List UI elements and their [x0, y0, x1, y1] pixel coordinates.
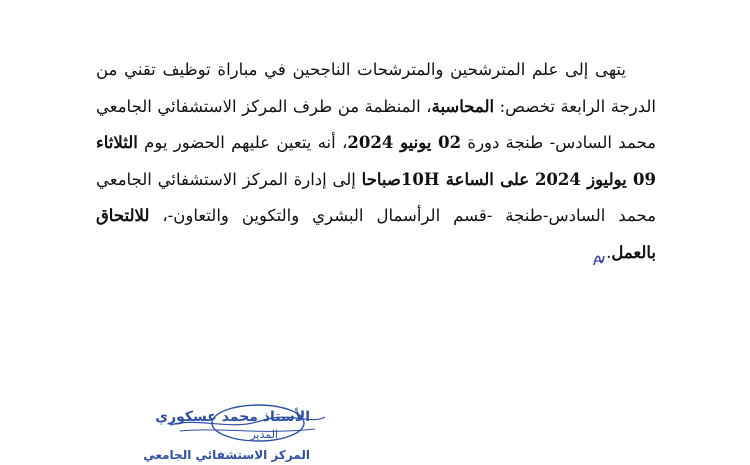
signature-stamp	[140, 395, 340, 465]
line5-end: .	[606, 242, 612, 262]
line4-suffix: إلى إدارة المركز الاستشفائي الجامعي محمد السادس-طنجة	[96, 169, 656, 225]
line2-suffix: ، المنظمة من طرف المركز الاستشفائي الجامعي محمد السادس-	[96, 96, 656, 152]
session-date: 02 يونيو 2024	[347, 133, 462, 152]
announcement-paragraph	[96, 52, 656, 271]
stamp-title: المدير	[250, 428, 278, 441]
line5-text: -قسم الرأسمال البشري والتكوين والتعاون-،	[149, 206, 493, 225]
join-work-text: للالتحاق بالعمل	[96, 206, 656, 262]
attendance-time: على الساعة 10Hصباحا	[361, 169, 530, 189]
line3-text: طنجة دورة	[461, 133, 544, 152]
stamp-name: الأستاذ محمد عسكوري	[155, 409, 310, 425]
attendance-date: الثلاثاء 09 يوليوز 2024	[96, 133, 657, 189]
line3-middle: ، أنه يتعين عليهم الحضور يوم	[137, 133, 348, 152]
line2-text: الرابعة تخصص:	[494, 96, 606, 116]
line1-text: يتهى إلى علم المترشحين والمترشحات الناجحين في مباراة توظيف تقني من الدرجة	[96, 60, 656, 116]
specialty-text: المحاسبة	[431, 96, 495, 116]
initials-mark-icon	[592, 245, 606, 261]
stamp-organization: المركز الاستشفائي الجامعي	[143, 448, 310, 462]
document-body	[96, 52, 656, 271]
